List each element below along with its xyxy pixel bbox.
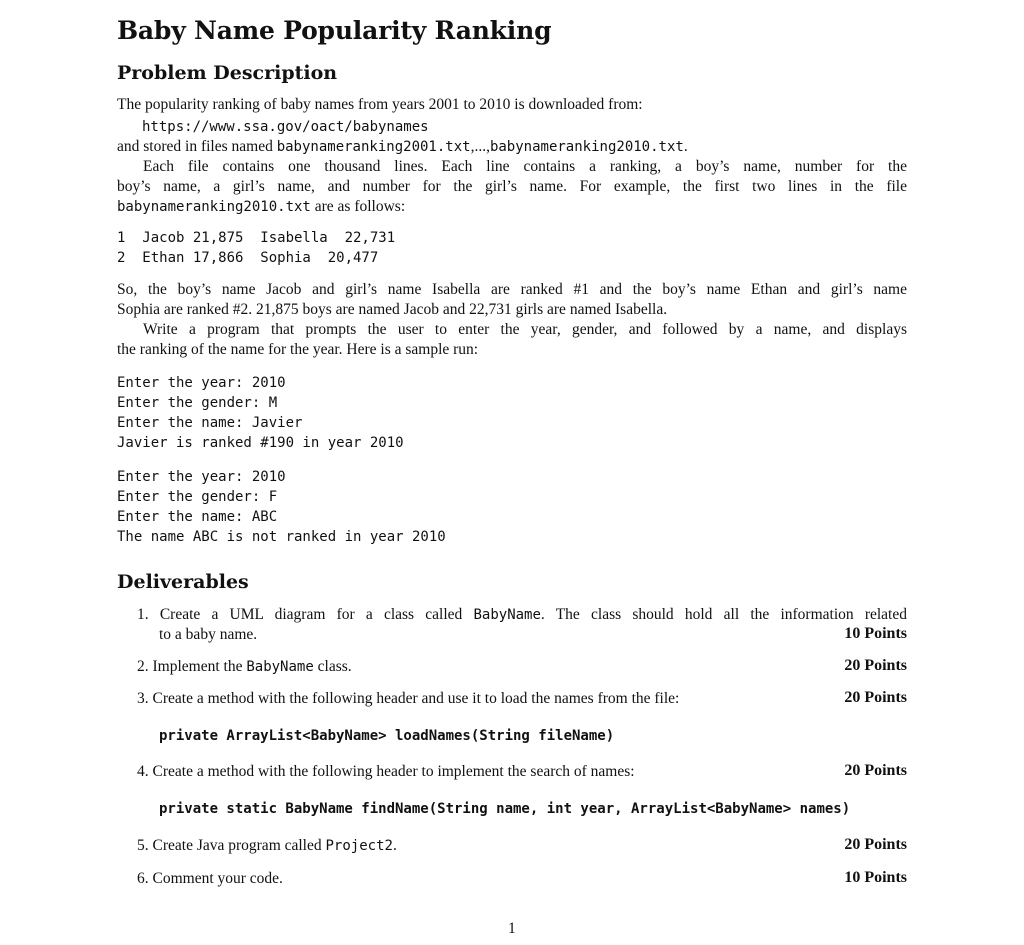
- filename-2001: babynameranking2001.txt: [276, 139, 471, 155]
- intro-line: The popularity ranking of baby names from years 2001 to 2010 is downloaded from:: [117, 96, 643, 113]
- deliverable-4-points: 20 Points: [844, 762, 907, 779]
- run1-line3: Enter the name: Javier: [117, 415, 303, 431]
- stored-prefix: and stored in files named: [117, 138, 277, 155]
- source-url: https://www.ssa.gov/oact/babynames: [142, 119, 429, 135]
- deliverable-2-text-b: class.: [313, 658, 352, 675]
- deliverable-3: 3. Create a method with the following header and use it to load the names from the file:: [137, 690, 680, 707]
- run1-line1: Enter the year: 2010: [117, 375, 286, 391]
- deliverable-6: 6. Comment your code.: [137, 870, 283, 887]
- ellipsis: ,...,: [470, 138, 490, 155]
- para2-line3: [117, 197, 405, 217]
- page-number: 1: [508, 920, 516, 937]
- deliverable-5-code: Project2: [325, 838, 393, 854]
- para2-filename: babynameranking2010.txt: [117, 199, 311, 215]
- run1-line4: Javier is ranked #190 in year 2010: [117, 435, 404, 451]
- deliverable-1-text-b: . The class should hold all the information related: [540, 606, 907, 623]
- deliverable-1-code: BabyName: [473, 607, 541, 623]
- deliverables-heading: Deliverables: [117, 571, 249, 593]
- para4-line2: the ranking of the name for the year. Here is a sample run:: [117, 341, 479, 358]
- para3-line1: So, the boy’s name Jacob and girl’s name Isabella are ranked #1 and the boy’s name Ethan and girl’s name: [117, 281, 907, 298]
- deliverable-5-text-a: 5. Create Java program called: [137, 837, 326, 854]
- para2-suffix: are as follows:: [310, 198, 406, 215]
- problem-heading: Problem Description: [117, 62, 338, 84]
- run2-line4: The name ABC is not ranked in year 2010: [117, 529, 446, 545]
- findname-signature: private static BabyName findName(String name, int year, ArrayList<BabyName> names): [159, 801, 851, 817]
- run2-line3: Enter the name: ABC: [117, 509, 278, 525]
- stored-line: [117, 137, 688, 157]
- deliverable-3-points: 20 Points: [844, 689, 907, 706]
- page-title: Baby Name Popularity Ranking: [117, 16, 552, 45]
- sample-row-2: 2 Ethan 17,866 Sophia 20,477: [117, 250, 379, 266]
- loadnames-signature: private ArrayList<BabyName> loadNames(String fileName): [159, 728, 615, 744]
- para3-line2: Sophia are ranked #2. 21,875 boys are named Jacob and 22,731 girls are named Isabella.: [117, 301, 668, 318]
- filename-2010: babynameranking2010.txt: [489, 139, 684, 155]
- para2-line2: boy’s name, a girl’s name, and number for the girl’s name. For example, the first two lines in the file: [117, 178, 907, 195]
- run1-line2: Enter the gender: M: [117, 395, 278, 411]
- deliverable-4: 4. Create a method with the following header to implement the search of names:: [137, 763, 635, 780]
- deliverable-2-code: BabyName: [246, 659, 314, 675]
- deliverable-5: [137, 836, 397, 856]
- run2-line1: Enter the year: 2010: [117, 469, 286, 485]
- deliverable-1-text-a: 1. Create a UML diagram for a class called: [137, 606, 474, 623]
- deliverable-1-points: 10 Points: [844, 625, 907, 642]
- deliverable-5-text-b: .: [392, 837, 397, 854]
- stored-suffix: .: [683, 138, 688, 155]
- sample-row-1: 1 Jacob 21,875 Isabella 22,731: [117, 230, 396, 246]
- deliverable-2-points: 20 Points: [844, 657, 907, 674]
- deliverable-1-line2: to a baby name.: [159, 626, 258, 643]
- deliverable-5-points: 20 Points: [844, 836, 907, 853]
- deliverable-1-line1: [137, 605, 907, 625]
- run2-line2: Enter the gender: F: [117, 489, 278, 505]
- para4-line1: Write a program that prompts the user to enter the year, gender, and followed by a name, and displays: [143, 321, 907, 338]
- deliverable-2-text-a: 2. Implement the: [137, 658, 247, 675]
- para2-line1: Each file contains one thousand lines. Each line contains a ranking, a boy’s name, number for the: [143, 158, 907, 175]
- deliverable-6-points: 10 Points: [844, 869, 907, 886]
- deliverable-2: [137, 657, 352, 677]
